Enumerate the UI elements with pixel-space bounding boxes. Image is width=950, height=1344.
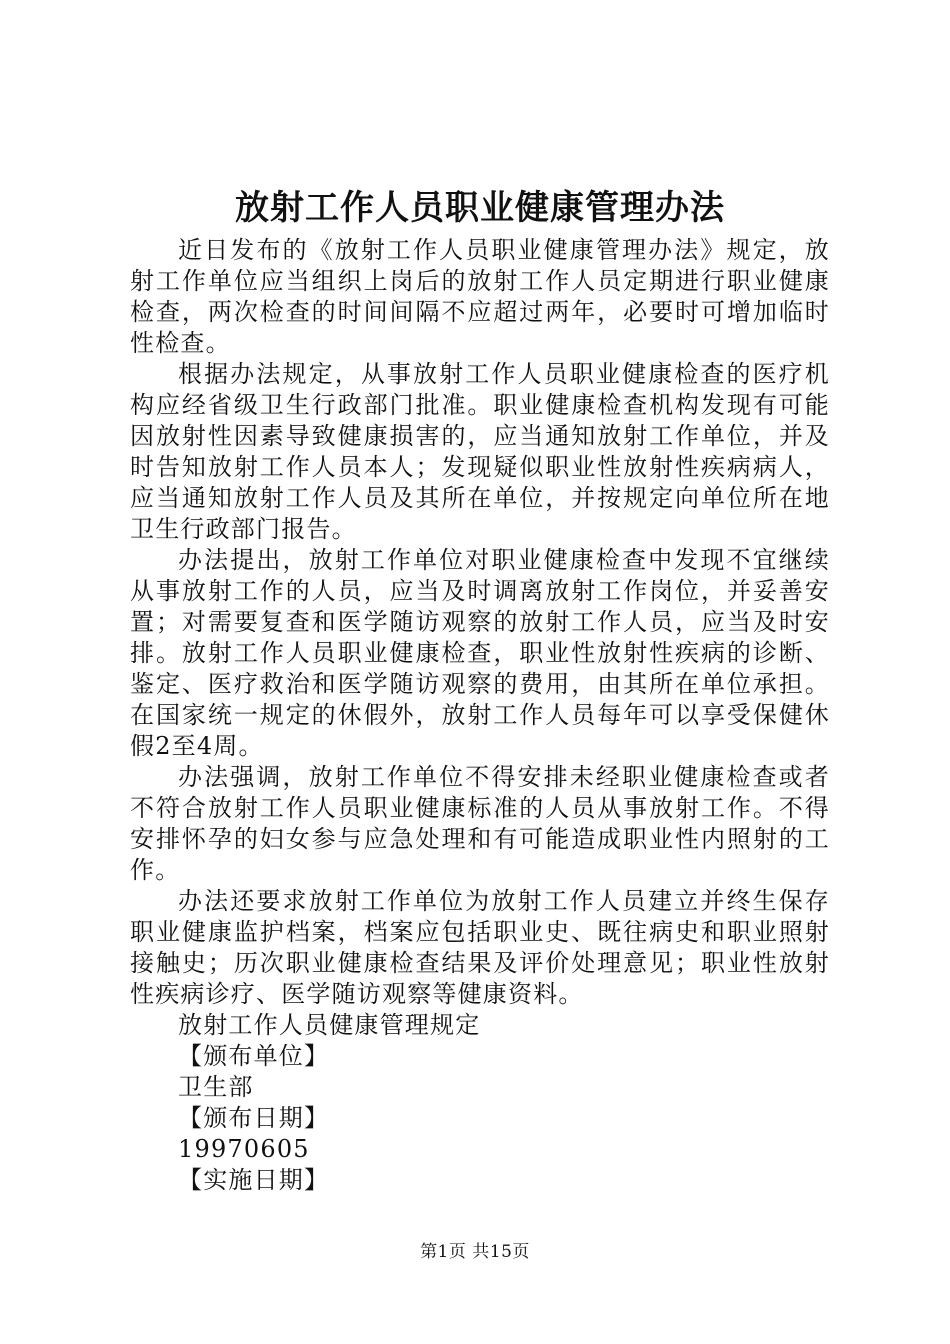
document-body: [130, 235, 830, 1196]
issuing-unit-label: 【颁布单位】: [178, 1042, 330, 1070]
paragraph-3: 办法提出，放射工作单位对职业健康检查中发现不宜继续从事放射工作的人员，应当及时调离放射工作岗位，并妥善安置；对需要复查和医学随访观察的放射工作人员，应当及时安排。放射工作人员职业健康检查，职业性放射性疾病的诊断、鉴定、医疗救治和医学随访观察的费用，由其所在单位承担。在国家统一规定的休假外，放射工作人员每年可以享受保健休假2至4周。: [130, 546, 830, 760]
issue-date-label: 【颁布日期】: [178, 1104, 330, 1132]
paragraph-2: 根据办法规定，从事放射工作人员职业健康检查的医疗机构应经省级卫生行政部门批准。职业健康检查机构发现有可能因放射性因素导致健康损害的，应当通知放射工作单位，并及时告知放射工作人员本人；发现疑似职业性放射性疾病病人，应当通知放射工作人员及其所在单位，并按规定向单位所在地卫生行政部门报告。: [130, 360, 830, 543]
paragraph-5: 办法还要求放射工作单位为放射工作人员建立并终生保存职业健康监护档案，档案应包括职业史、既往病史和职业照射接触史；历次职业健康检查结果及评价处理意见；职业性放射性疾病诊疗、医学随访观察等健康资料。: [130, 887, 830, 1008]
document-title: 放射工作人员职业健康管理办法: [235, 188, 725, 228]
issue-date-value: 19970605: [178, 1135, 310, 1163]
paragraph-4: 办法强调，放射工作单位不得安排未经职业健康检查或者不符合放射工作人员职业健康标准的人员从事放射工作。不得安排怀孕的妇女参与应急处理和有可能造成职业性内照射的工作。: [130, 763, 830, 884]
issuing-unit-value: 卫生部: [178, 1073, 254, 1101]
paragraph-1: 近日发布的《放射工作人员职业健康管理办法》规定，放射工作单位应当组织上岗后的放射工作人员定期进行职业健康检查，两次检查的时间间隔不应超过两年，必要时可增加临时性检查。: [130, 236, 830, 357]
effective-date-label: 【实施日期】: [178, 1166, 330, 1194]
regulation-title-line: 放射工作人员健康管理规定: [178, 1011, 481, 1039]
page-number-footer: 第1页 共15页: [420, 1242, 530, 1262]
